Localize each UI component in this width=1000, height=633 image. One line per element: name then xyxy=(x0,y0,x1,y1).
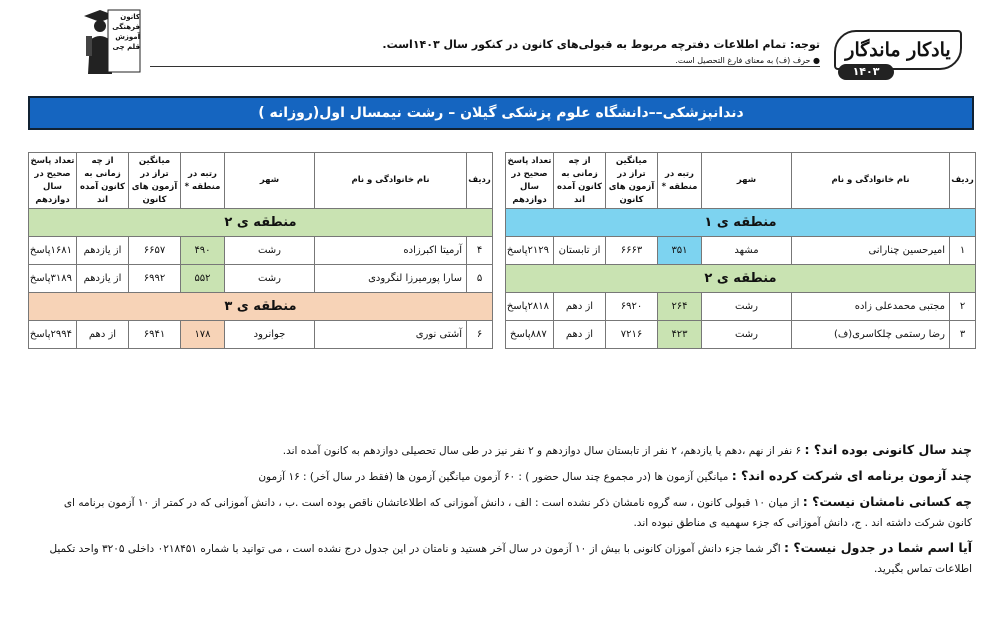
col-city: شهر xyxy=(702,153,792,209)
logo-text: کانون فرهنگی آموزش قلم چی xyxy=(112,13,140,51)
results-table-right xyxy=(505,152,976,349)
page-title: دندانپزشکی––دانشگاه علوم پزشکی گیلان – رشت نیمسال اول(روزانه ) xyxy=(28,96,974,130)
faq-answer: از میان ۱۰ قبولی کانون ، سه گروه نامشان ذکر نشده است : الف ، دانش آموزانی که اطلاعاتشان ناقص بوده است .ب ، دانش آموزانی که در کمتر از ۱۰ آزمون برنامه ای کانون شرکت داشته اند . ج، دانش آموزانی که جزء سهمیه ی مناطق نبوده اند. xyxy=(63,497,972,529)
cell-rank: ۱۷۸ xyxy=(181,321,225,349)
cell-rank: ۲۶۴ xyxy=(658,293,702,321)
cell-city: رشت xyxy=(225,237,315,265)
cell-rank: ۴۲۳ xyxy=(658,321,702,349)
col-row: ردیف xyxy=(467,153,493,209)
cell-avg: ۷۲۱۶ xyxy=(606,321,658,349)
faq-question: آیا اسم شما در جدول نیست؟ : xyxy=(784,540,972,555)
cell-since: از دهم xyxy=(77,321,129,349)
cell-avg: ۶۹۲۰ xyxy=(606,293,658,321)
col-avg: میانگین تراز در آزمون های کانون xyxy=(129,153,181,209)
table-row xyxy=(29,321,493,349)
cell-name: سارا پورمیرزا لنگرودی xyxy=(315,265,467,293)
table-header-row xyxy=(506,153,976,209)
kanoon-logo xyxy=(82,6,142,76)
cell-rank: ۴۹۰ xyxy=(181,237,225,265)
cell-row: ۲ xyxy=(950,293,976,321)
cell-name: مجتبی محمدعلی زاده xyxy=(792,293,950,321)
faq-answer: میانگین آزمون ها (در مجموع چند سال حضور ) : ۶۰ آزمون میانگین آزمون ها (فقط در سال آخر) : ۱۶ آزمون xyxy=(258,471,732,483)
brand-title: یادکار ماندگار xyxy=(834,30,962,70)
cell-rank: ۳۵۱ xyxy=(658,237,702,265)
faq-answer: ۶ نفر از نهم ،دهم یا یازدهم، ۲ نفر از تابستان سال دوازدهم و ۲ نفر نیز در طی سال تحصیلی دوازدهم به کانون آمده اند. xyxy=(282,445,805,457)
col-city: شهر xyxy=(225,153,315,209)
cell-row: ۶ xyxy=(467,321,493,349)
cell-avg: ۶۶۵۷ xyxy=(129,237,181,265)
col-answers: تعداد پاسخ صحیح در سال دوازدهم xyxy=(506,153,554,209)
table-row xyxy=(506,237,976,265)
region-label: منطقه ی ۲ xyxy=(506,265,976,293)
cell-answers: ۲۱۲۹پاسخ xyxy=(506,237,554,265)
col-since: از چه زمانی به کانون آمده اند xyxy=(554,153,606,209)
table-header-row xyxy=(29,153,493,209)
col-rank: رتبه در منطقه * xyxy=(181,153,225,209)
cell-answers: ۱۶۸۱پاسخ xyxy=(29,237,77,265)
faq-question: چه کسانی نامشان نیست؟ : xyxy=(802,494,972,509)
notice xyxy=(360,38,820,65)
faq-item xyxy=(40,538,972,579)
cell-since: از تابستان xyxy=(554,237,606,265)
faq-item xyxy=(40,440,972,461)
faq-answer: اگر شما جزء دانش آموزان کانونی با بیش از ۱۰ آزمون در سال آخر هستید و نامتان در این جدول درج نشده است ، می توانید با شماره ۰۲۱۸۴۵۱ داخلی ۳۲۰۵ واحد تکمیل اطلاعات تماس بگیرید. xyxy=(49,543,972,575)
col-since: از چه زمانی به کانون آمده اند xyxy=(77,153,129,209)
cell-rank: ۵۵۲ xyxy=(181,265,225,293)
region-label: منطقه ی ۱ xyxy=(506,209,976,237)
brand-year: ۱۴۰۳ xyxy=(838,64,894,80)
faq-question: چند آزمون برنامه ای شرکت کرده اند؟ : xyxy=(731,468,972,483)
col-rank: رتبه در منطقه * xyxy=(658,153,702,209)
region-label: منطقه ی ۳ xyxy=(29,293,493,321)
cell-name: آرمیتا اکبرزاده xyxy=(315,237,467,265)
table-row xyxy=(506,321,976,349)
cell-city: جوانرود xyxy=(225,321,315,349)
col-avg: میانگین تراز در آزمون های کانون xyxy=(606,153,658,209)
cell-answers: ۸۸۷پاسخ xyxy=(506,321,554,349)
cell-avg: ۶۹۹۲ xyxy=(129,265,181,293)
table-row xyxy=(29,237,493,265)
cell-name: آشتی نوری xyxy=(315,321,467,349)
region-row xyxy=(29,293,493,321)
cell-row: ۵ xyxy=(467,265,493,293)
cell-row: ۱ xyxy=(950,237,976,265)
col-name: نام خانوادگی و نام xyxy=(315,153,467,209)
cell-name: رضا رستمی چلکاسری(ف) xyxy=(792,321,950,349)
cell-since: از دهم xyxy=(554,321,606,349)
cell-answers: ۲۸۱۸پاسخ xyxy=(506,293,554,321)
cell-name: امیرحسین چنارانی xyxy=(792,237,950,265)
cell-avg: ۶۹۴۱ xyxy=(129,321,181,349)
table-row xyxy=(29,265,493,293)
brand-logo xyxy=(834,30,962,80)
col-name: نام خانوادگی و نام xyxy=(792,153,950,209)
table-row xyxy=(506,293,976,321)
col-row: ردیف xyxy=(950,153,976,209)
notice-sub: ● حرف (ف) به معنای فارغ التحصیل است. xyxy=(675,56,820,65)
cell-row: ۴ xyxy=(467,237,493,265)
col-answers: تعداد پاسخ صحیح در سال دوازدهم xyxy=(29,153,77,209)
cell-city: رشت xyxy=(702,293,792,321)
faq-section xyxy=(40,440,972,584)
cell-row: ۳ xyxy=(950,321,976,349)
notice-main: توجه: تمام اطلاعات دفترچه مربوط به قبولی‌های کانون در کنکور سال ۱۴۰۳است. xyxy=(382,38,820,51)
cell-answers: ۳۱۸۹پاسخ xyxy=(29,265,77,293)
cell-city: مشهد xyxy=(702,237,792,265)
cell-since: از یازدهم xyxy=(77,265,129,293)
faq-question: چند سال کانونی بوده اند؟ : xyxy=(804,442,972,457)
cell-city: رشت xyxy=(225,265,315,293)
region-row xyxy=(29,209,493,237)
region-label: منطقه ی ۲ xyxy=(29,209,493,237)
region-row xyxy=(506,265,976,293)
results-table-left xyxy=(28,152,493,349)
region-row xyxy=(506,209,976,237)
page-header xyxy=(0,0,1000,90)
cell-avg: ۶۶۶۳ xyxy=(606,237,658,265)
cell-since: از دهم xyxy=(554,293,606,321)
cell-city: رشت xyxy=(702,321,792,349)
faq-item xyxy=(40,466,972,487)
cell-answers: ۲۹۹۴پاسخ xyxy=(29,321,77,349)
cell-since: از یازدهم xyxy=(77,237,129,265)
faq-item xyxy=(40,492,972,533)
header-divider xyxy=(150,66,820,67)
